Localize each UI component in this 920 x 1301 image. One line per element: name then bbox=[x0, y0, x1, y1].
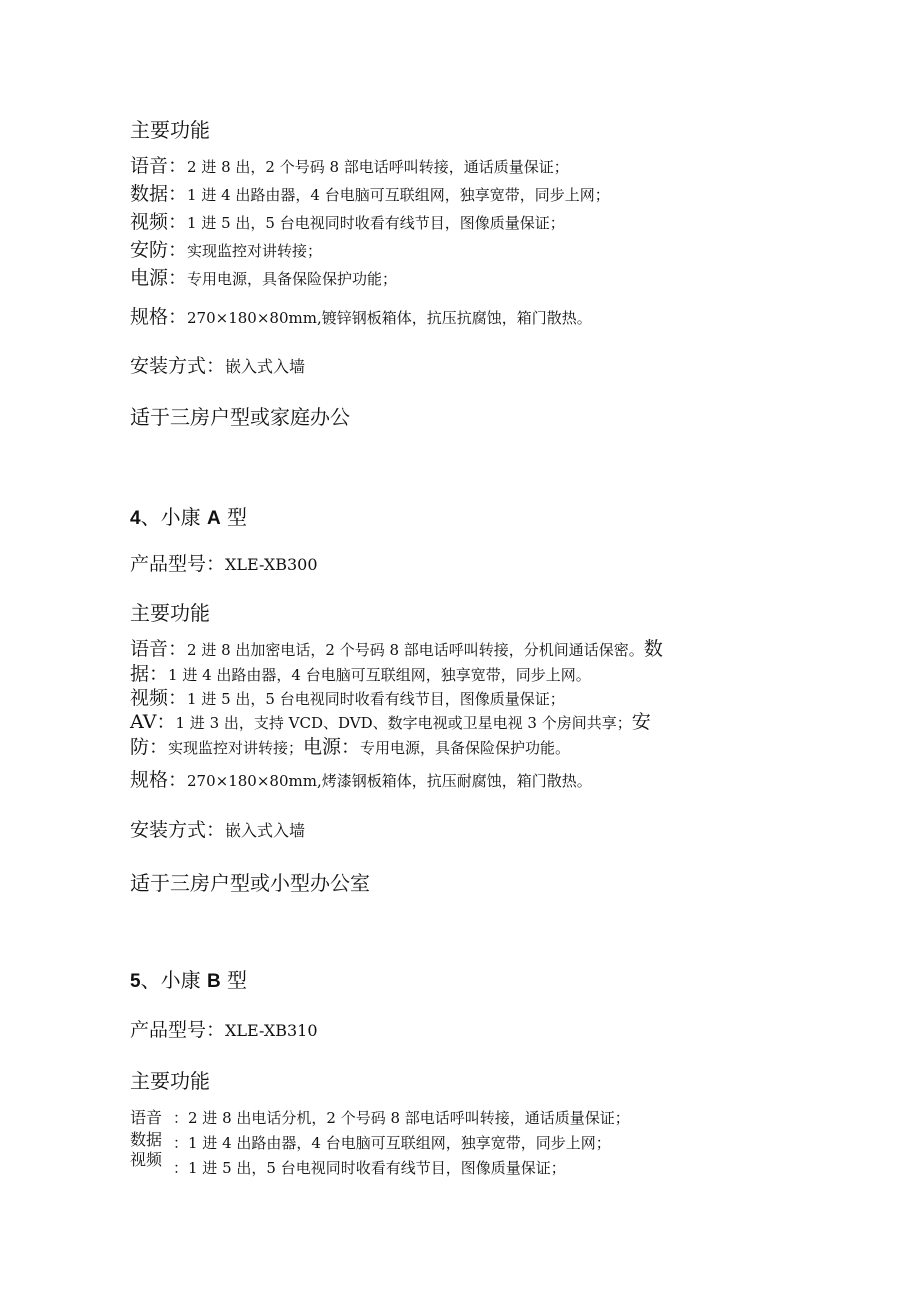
s3-voice-text: 2 进 8 出，2 个号码 8 部电话呼叫转接，通话质量保证； bbox=[187, 158, 569, 176]
s4-model-line bbox=[130, 555, 318, 574]
s3-voice-line bbox=[130, 157, 569, 176]
s4-para-line-1 bbox=[130, 640, 663, 659]
s3-voice-label: 语音： bbox=[130, 155, 188, 177]
s4-spec-text: 270×180×80mm,烤漆钢板箱体，抗压耐腐蚀，箱门散热。 bbox=[187, 772, 592, 790]
s5-model-label: 产品型号： bbox=[130, 1019, 226, 1041]
s4-model-value: XLE-XB300 bbox=[225, 555, 318, 574]
s3-power-label: 电源： bbox=[130, 267, 188, 289]
s5-video-text: ：1 进 5 出，5 台电视同时收看有线节目，图像质量保证； bbox=[173, 1159, 566, 1177]
s4-para-line-2 bbox=[130, 665, 591, 684]
s4-security-label-rest: 防： bbox=[130, 736, 169, 758]
s4-power-label: 电源： bbox=[303, 736, 361, 758]
s5-model-line bbox=[130, 1021, 318, 1040]
s4-power-text: 专用电源，具备保险保护功能。 bbox=[360, 739, 571, 757]
s3-install-line bbox=[130, 357, 305, 376]
s5-voice-label: 语音 bbox=[130, 1108, 163, 1127]
s3-data-label: 数据： bbox=[130, 183, 188, 205]
s3-security-label: 安防： bbox=[130, 239, 188, 261]
s3-video-label: 视频： bbox=[130, 211, 188, 233]
s3-spec-line bbox=[130, 308, 592, 327]
s4-av-text: 1 进 3 出，支持 VCD、DVD、数字电视或卫星电视 3 个房间共享； bbox=[175, 714, 632, 732]
s4-install-line bbox=[130, 821, 305, 840]
s4-install-text: 嵌入式入墙 bbox=[225, 821, 306, 840]
s3-video-text: 1 进 5 出，5 台电视同时收看有线节目，图像质量保证； bbox=[187, 214, 565, 232]
s4-install-label: 安装方式： bbox=[130, 819, 226, 841]
s3-security-line bbox=[130, 241, 322, 260]
s3-spec-label: 规格： bbox=[130, 306, 188, 328]
s5-video-label: 视频 bbox=[130, 1150, 163, 1169]
s3-spec-text: 270×180×80mm,镀锌钢板箱体，抗压抗腐蚀，箱门散热。 bbox=[187, 309, 592, 327]
s4-title-letter: A bbox=[206, 508, 221, 529]
s5-features-title: 主要功能 bbox=[130, 1069, 210, 1093]
s5-title-letter: B bbox=[206, 971, 221, 992]
s4-number: 4 bbox=[130, 508, 141, 529]
s4-title-post: 型 bbox=[227, 505, 248, 529]
s4-model-label: 产品型号： bbox=[130, 553, 226, 575]
s5-data-text: ：1 进 4 出路由器，4 台电脑可互联组网，独享宽带，同步上网； bbox=[173, 1134, 611, 1152]
s4-suitable: 适于三房户型或小型办公室 bbox=[130, 871, 370, 895]
s4-voice-label: 语音： bbox=[130, 638, 188, 660]
s5-voice-text: ：2 进 8 出电话分机，2 个号码 8 部电话呼叫转接，通话质量保证； bbox=[173, 1109, 630, 1127]
s3-install-label: 安装方式： bbox=[130, 355, 226, 377]
s3-install-text: 嵌入式入墙 bbox=[225, 357, 306, 376]
s4-title-pre: 、小康 bbox=[140, 505, 201, 529]
s3-suitable: 适于三房户型或家庭办公 bbox=[130, 405, 350, 429]
s4-para-line-4 bbox=[130, 713, 651, 732]
s4-spec-label: 规格： bbox=[130, 769, 188, 791]
s4-features-title: 主要功能 bbox=[130, 601, 210, 625]
s4-spec-line bbox=[130, 771, 592, 790]
s4-data-text: 1 进 4 出路由器，4 台电脑可互联组网，独享宽带，同步上网。 bbox=[168, 666, 591, 684]
s5-features-block bbox=[130, 1108, 750, 1178]
s5-number: 5 bbox=[130, 971, 141, 992]
s4-video-text: 1 进 5 出，5 台电视同时收看有线节目，图像质量保证； bbox=[187, 690, 565, 708]
s5-model-value: XLE-XB310 bbox=[225, 1021, 318, 1040]
s4-heading bbox=[130, 507, 247, 528]
s4-video-label: 视频： bbox=[130, 687, 188, 709]
s5-title-pre: 、小康 bbox=[140, 968, 201, 992]
s4-voice-text: 2 进 8 出加密电话，2 个号码 8 部电话呼叫转接，分机间通话保密。 bbox=[187, 641, 644, 659]
s4-data-label-rest: 据： bbox=[130, 663, 169, 685]
s4-security-label-part: 安 bbox=[631, 711, 651, 733]
s3-video-line bbox=[130, 213, 565, 232]
s4-security-text: 实现监控对讲转接； bbox=[168, 739, 304, 757]
s4-para-line-5 bbox=[130, 738, 570, 757]
s4-para-line-3 bbox=[130, 689, 565, 708]
s4-av-label: AV： bbox=[130, 711, 176, 733]
s3-features-title: 主要功能 bbox=[130, 118, 210, 142]
s5-heading bbox=[130, 970, 247, 991]
s3-data-line bbox=[130, 185, 610, 204]
s5-title-post: 型 bbox=[227, 968, 248, 992]
s3-data-text: 1 进 4 出路由器，4 台电脑可互联组网，独享宽带，同步上网； bbox=[187, 186, 610, 204]
s5-data-label: 数据 bbox=[130, 1130, 163, 1149]
s3-security-text: 实现监控对讲转接； bbox=[187, 242, 323, 260]
s3-power-line bbox=[130, 269, 397, 288]
s4-data-label-part: 数 bbox=[643, 638, 663, 660]
s3-power-text: 专用电源，具备保险保护功能； bbox=[187, 270, 398, 288]
